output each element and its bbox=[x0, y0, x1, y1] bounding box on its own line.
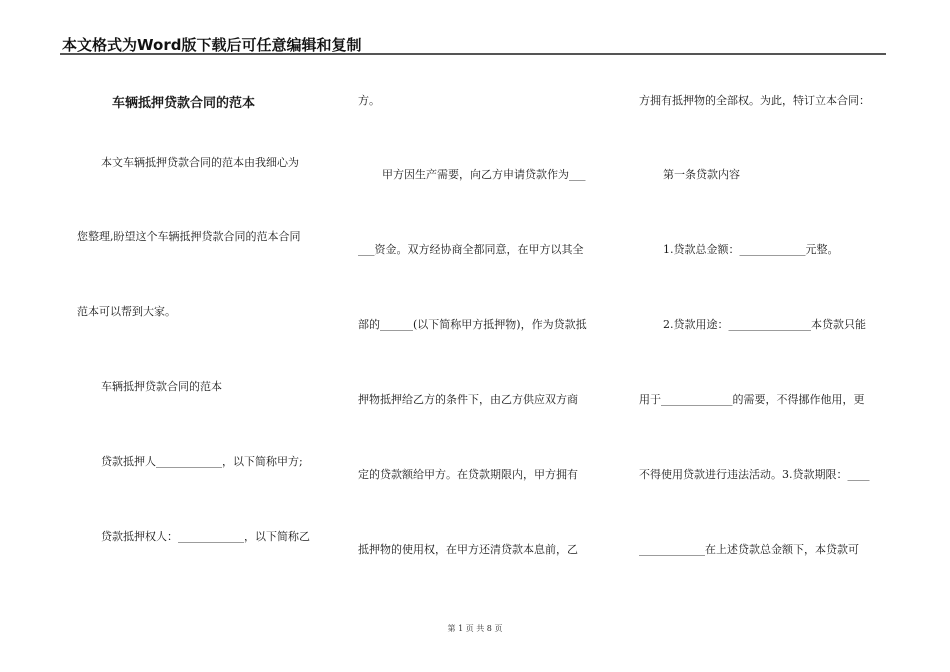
header-banner: 本文格式为Word版下载后可任意编辑和复制 bbox=[62, 36, 362, 54]
col1-line-5: 贷款抵押人____________，以下简称甲方; bbox=[101, 455, 303, 468]
page-number: 第 1 页 共 8 页 bbox=[447, 624, 503, 633]
col1-line-4: 车辆抵押贷款合同的范本 bbox=[101, 380, 222, 393]
col2-line-6: 定的贷款额给甲方。在贷款期限内，甲方拥有 bbox=[358, 468, 578, 481]
col3-line-2: 第一条贷款内容 bbox=[663, 168, 740, 181]
col3-line-6: 不得使用贷款进行违法活动。3.贷款期限：____ bbox=[639, 468, 870, 481]
col1-line-2: 您整理,盼望这个车辆抵押贷款合同的范本合同 bbox=[77, 230, 301, 243]
col1-line-6: 贷款抵押权人：____________，以下简称乙 bbox=[101, 530, 310, 543]
col2-line-2: 甲方因生产需要，向乙方申请贷款作为___ bbox=[382, 168, 586, 181]
col3-line-1: 方拥有抵押物的全部权。为此，特订立本合同： bbox=[639, 94, 870, 107]
col3-line-3: 1.贷款总金额：____________元整。 bbox=[663, 243, 839, 256]
col1-line-3: 范本可以帮到大家。 bbox=[77, 305, 176, 318]
document-title: 车辆抵押贷款合同的范本 bbox=[112, 96, 256, 111]
col3-line-4: 2.贷款用途：_______________本贷款只能 bbox=[663, 318, 866, 331]
col3-line-5: 用于_____________的需要，不得挪作他用，更 bbox=[639, 393, 865, 406]
col1-line-1: 本文车辆抵押贷款合同的范本由我细心为 bbox=[101, 156, 299, 169]
col2-line-4: 部的______(以下简称甲方抵押物)，作为贷款抵 bbox=[358, 318, 587, 331]
header-divider bbox=[60, 53, 886, 55]
col3-line-7: ____________在上述贷款总金额下，本贷款可 bbox=[639, 543, 859, 556]
col2-line-5: 押物抵押给乙方的条件下，由乙方供应双方商 bbox=[358, 393, 578, 406]
col2-line-7: 抵押物的使用权，在甲方还清贷款本息前，乙 bbox=[358, 543, 578, 556]
col2-line-1: 方。 bbox=[358, 94, 380, 107]
col2-line-3: ___资金。双方经协商全都同意，在甲方以其全 bbox=[358, 243, 584, 256]
